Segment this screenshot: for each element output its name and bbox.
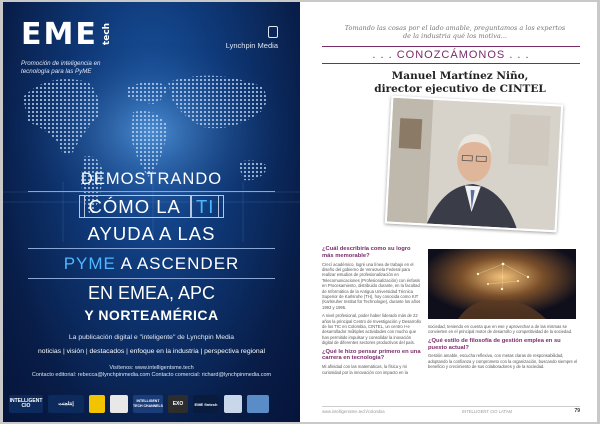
question-3: ¿Qué estilo de filosofía de gestión emplea en su puesto actual? [428, 337, 561, 351]
intelligent-tech-channels-logo: INTELLIGENT TECH CHANNELS [133, 395, 163, 413]
arabic-intelligent-logo: إنتلجنت [48, 395, 84, 413]
round-emblem-logo [224, 395, 242, 413]
advertisement-page [3, 2, 300, 422]
footer-url[interactable]: www.intelligentsme.tech/colombia [322, 409, 385, 414]
headline-line-3: AYUDA A LAS [87, 223, 216, 244]
exo-logo: EXO [168, 395, 188, 413]
answer-2-continued: sociedad, teniendo en cuenta que en ese y aprovechar a de las mismas se convierten en el principal motor de desarrollo y competitividad de la sociedad. [428, 324, 573, 335]
headline-divider [28, 248, 275, 249]
website-link[interactable]: Visítenos: www.intelligentsme.tech [109, 365, 194, 371]
answer-1b: A nivel profesional, poder haber liderado más de 22 años la principal Centro de Investigación y Desarrollo de los TIC en Colombia, CINTEL, un centro I+e desarrollador múltiples actividades con mucho que han permitido impulsar y consolidar la inovación digital de diferentes sectores productivos del país. [322, 313, 421, 346]
headline-line-2 [3, 196, 300, 218]
headline-line-4 [3, 254, 300, 274]
footer-publication: INTELLIGENT CIO LATAM [462, 409, 513, 414]
interviewee-title-line: director ejecutivo de CINTEL [374, 83, 546, 95]
question-2: ¿Qué le hizo pensar primero en una carrera en tecnología? [322, 348, 421, 362]
answer-2: Mi afinidad con las matemáticas, la física y mi curiosidad por la innovación con impacto en la [322, 364, 408, 375]
category-list: noticias | visión | destacados | enfoque en la industria | perspectiva regional [38, 348, 265, 355]
headline-divider [28, 278, 275, 279]
lynchpin-label: Lynchpin Media [225, 41, 278, 50]
logo-tagline: Promoción de inteligencia en tecnología para las PyME [21, 60, 101, 75]
intro-quote: Tomando las cosas por el lado amable, preguntamos a los expertos de la industria qué los motiva... [344, 24, 566, 40]
eme-fintech-logo: EME fintech [193, 395, 219, 413]
headline-line-4-text: A ASCENDER [115, 254, 240, 273]
headline-line-1: DEMOSTRANDO [80, 170, 223, 188]
page-number: 79 [574, 408, 580, 414]
partner-logos-strip [9, 392, 294, 416]
lynchpin-media-logo [226, 26, 278, 50]
question-1: ¿Cuál describiría como su logro más memorable? [322, 246, 411, 259]
section-banner: . . . CONOZCÁMONOS . . . [322, 46, 580, 64]
headline-line-2-text: CÓMO LA [84, 195, 191, 218]
eme-tech-logo [21, 17, 120, 76]
answer-3: Gestión amable, escucha reflexiva, con metas claras de responsabilidad, adoptando la confianza y comprometo con la organización, buscando siempre el beneficio y crecimiento de sus colaboradores y de la sociedad. [428, 353, 578, 370]
headline-divider [28, 191, 275, 192]
lynchpin-mark-icon [268, 26, 278, 38]
circle-brand-logo [247, 395, 269, 413]
hands-network-image [428, 249, 576, 319]
technology-hands-image [428, 249, 576, 319]
yellow-brand-logo [89, 395, 105, 413]
contact-emails[interactable]: Contacto editorial: rebecca@lynchpinmedia.com Contacto comercial: richard@lynchpinmedia.com [31, 372, 272, 378]
article-column-left [322, 246, 422, 378]
headline-highlight-pyme: PYME [63, 254, 116, 273]
logo-tech-label: tech [101, 22, 112, 46]
publication-tagline: La publicación digital e "inteligente" de Lynchpin Media [68, 334, 235, 341]
answer-1a: Crecí académico, logré una línea de trabajo en el diseño del gobierno de Venezuela Federal para realizar estudios de profesionalización en Telecomunicaciones (Profesionalización) con énfasis en Procesamiento, distribuido durante, en la facultad de Informática de la Antigua Universidad Técnica Superior de Karlsruhe (TH), hoy conocida como KIT (Karlsruher Institut für Technologie), durante los años 1993 y 1995. [322, 261, 421, 310]
headline-line-5: EN EMEA, APC [87, 283, 216, 303]
interview-page [300, 2, 597, 422]
interviewee-name [340, 70, 580, 96]
headline-line-6: Y NORTEAMÉRICA [84, 307, 219, 323]
intelligent-cio-logo: INTELLIGENT CIO [9, 395, 43, 413]
article-column-right [428, 324, 578, 373]
page-footer [322, 406, 580, 414]
logo-wordmark: EME [21, 17, 98, 52]
headline-highlight-ti: TI [191, 195, 219, 218]
portrait-photo [385, 96, 563, 233]
portrait-image [387, 98, 561, 231]
interviewee-name-line: Manuel Martínez Niño, [391, 70, 529, 82]
white-brand-logo [110, 395, 128, 413]
